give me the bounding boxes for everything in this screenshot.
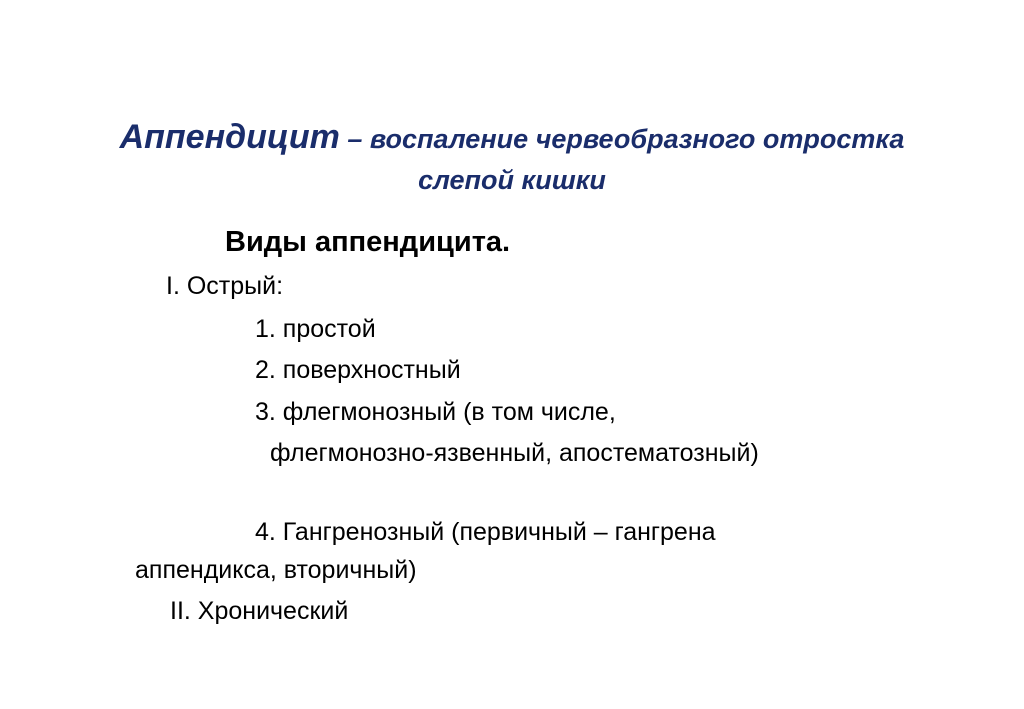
list-item-gangrenous: 4. Гангренозный (первичный – гангрена xyxy=(255,518,716,546)
title-line-1 xyxy=(20,112,1004,169)
list-item-acute: I. Острый: xyxy=(166,272,284,300)
list-item-chronic: II. Хронический xyxy=(170,597,349,625)
title-term: Аппендицит xyxy=(119,118,340,156)
list-item-phlegmonous: 3. флегмонозный (в том числе, xyxy=(255,398,616,426)
list-item-phlegmonous-continued: флегмонозно-язвенный, апостематозный) xyxy=(270,439,759,467)
list-item-simple: 1. простой xyxy=(255,315,376,343)
subheading: Виды аппендицита. xyxy=(225,226,511,258)
list-item-gangrenous-continued: аппендикса, вторичный) xyxy=(135,556,417,584)
title-definition-part-1: – воспаление червеобразного отростка xyxy=(339,124,905,154)
slide-title xyxy=(20,112,1004,197)
list-item-superficial: 2. поверхностный xyxy=(255,356,461,384)
title-definition-part-2: слепой кишки xyxy=(418,165,606,195)
